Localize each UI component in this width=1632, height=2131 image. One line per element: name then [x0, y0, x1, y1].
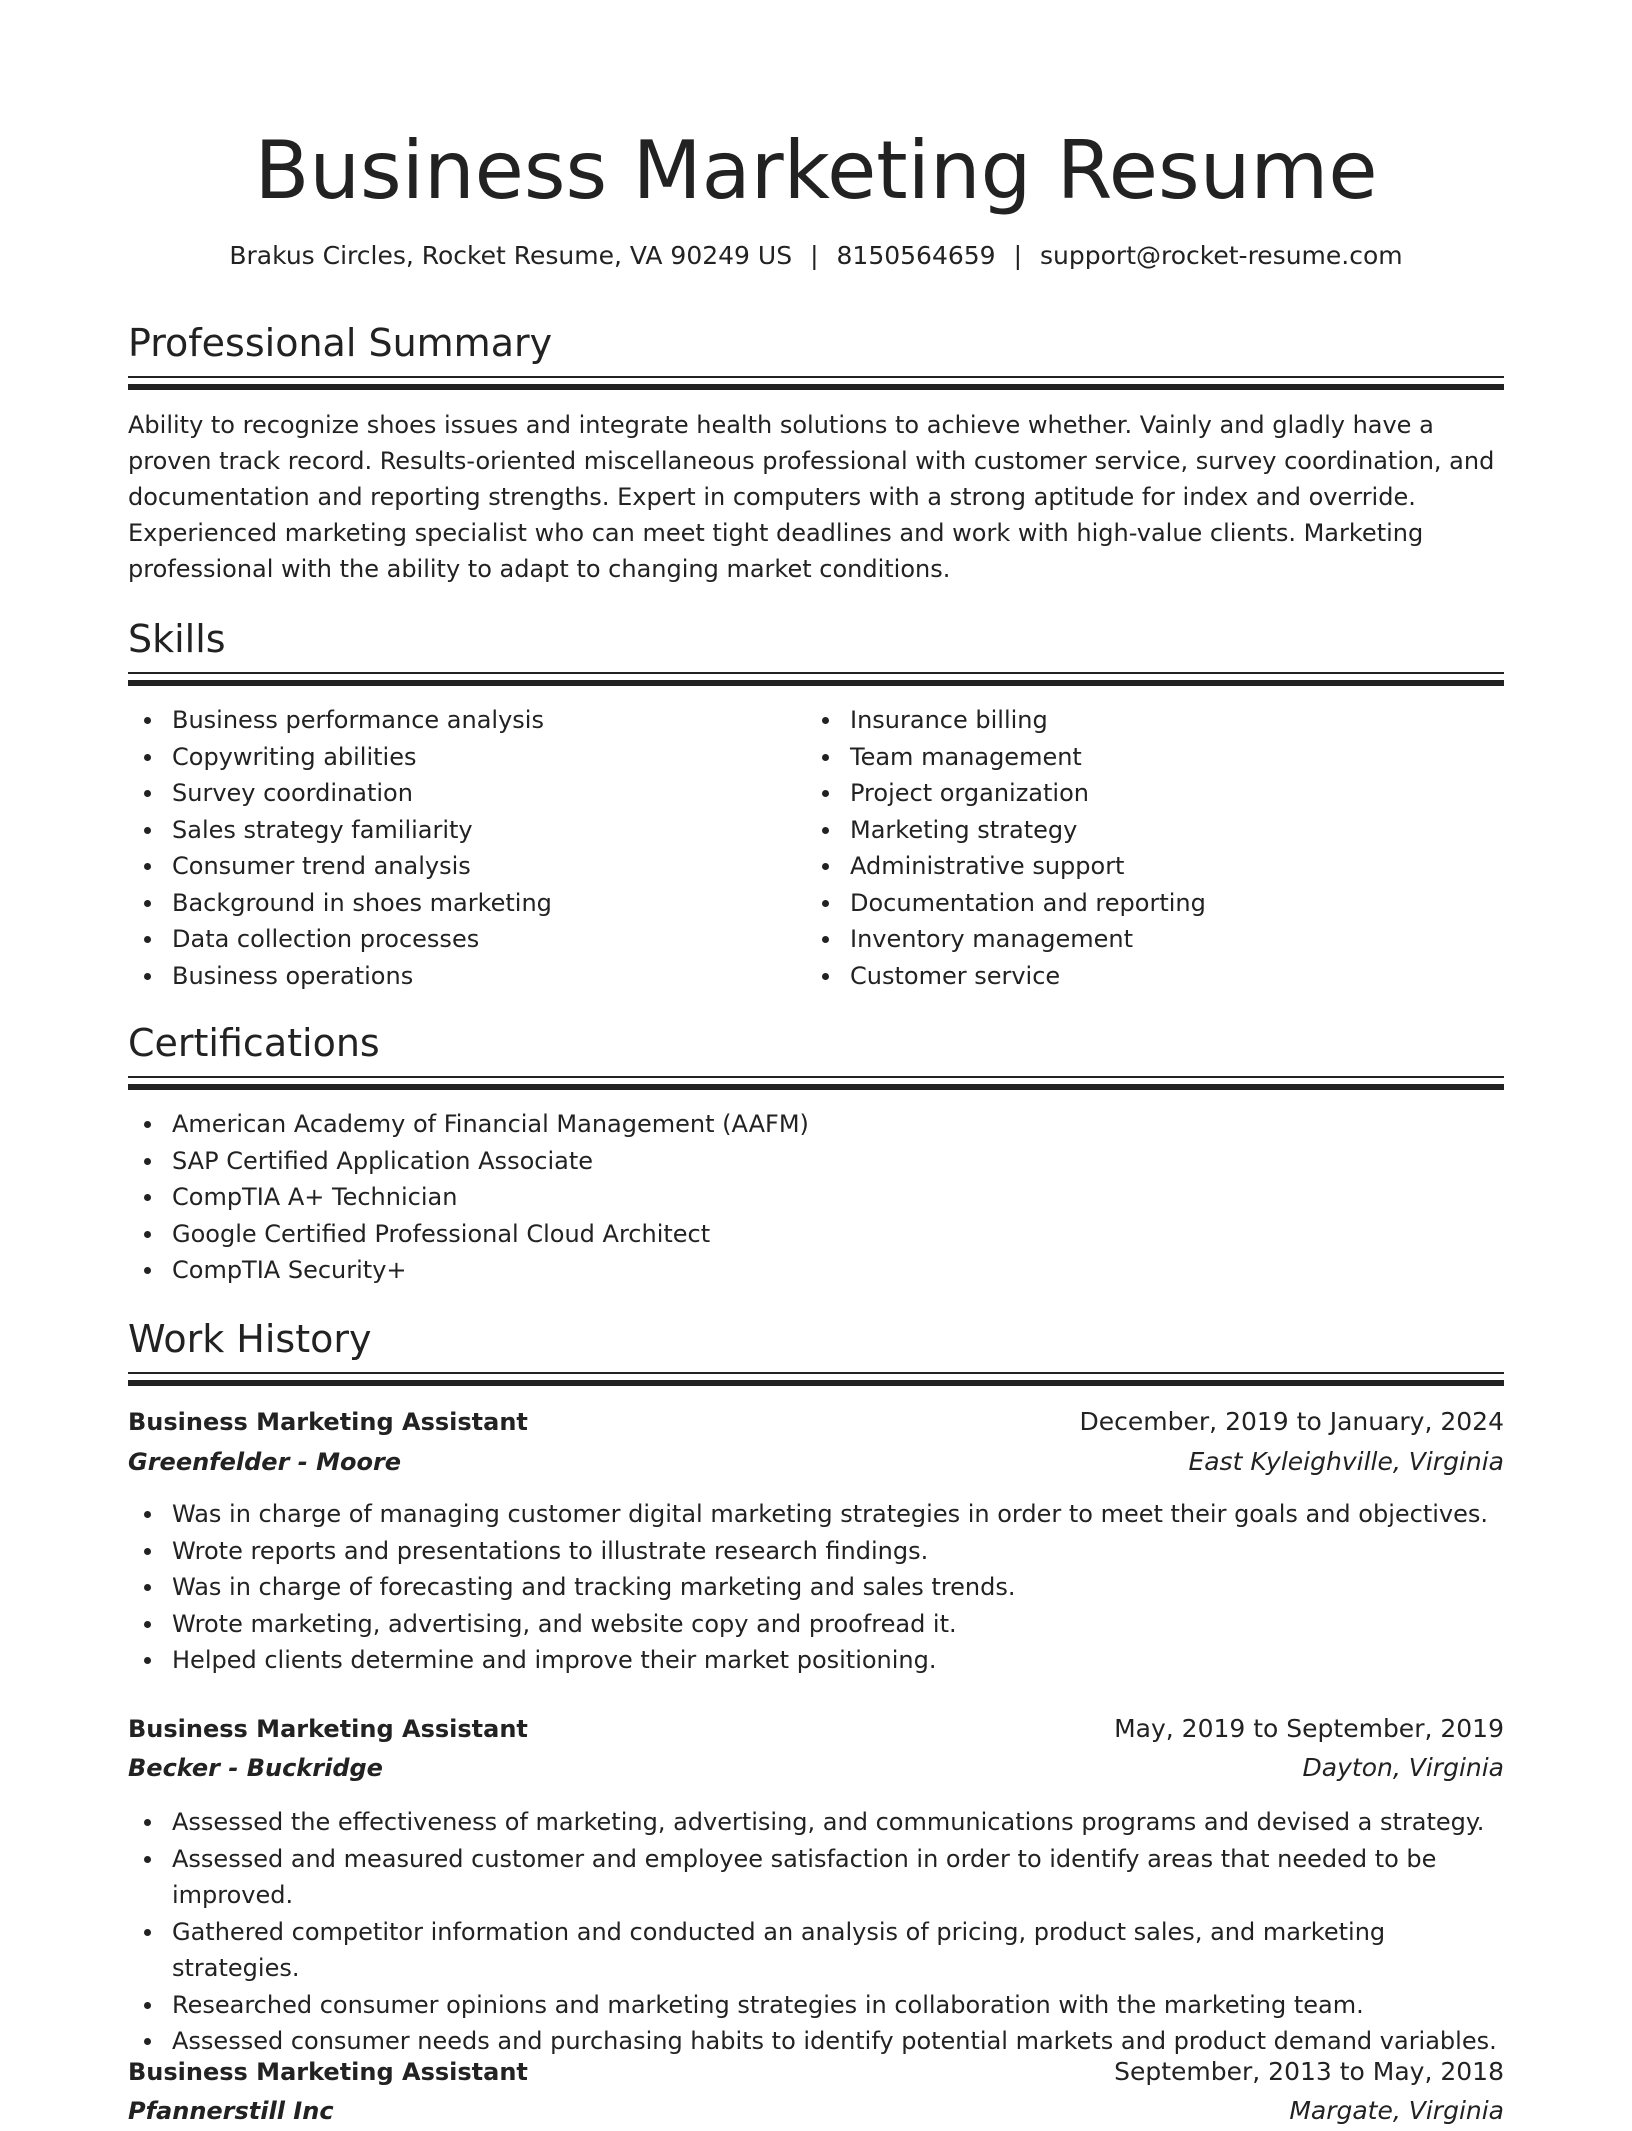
list-item: Project organization	[850, 775, 1500, 812]
job-location: East Kyleighville, Virginia	[1188, 1447, 1504, 1476]
list-item: Inventory management	[850, 921, 1500, 958]
skills-list-right	[806, 702, 1500, 994]
list-item: CompTIA A+ Technician	[172, 1179, 1504, 1216]
section-divider	[128, 1076, 1504, 1078]
list-item: Team management	[850, 739, 1500, 776]
list-item: Wrote reports and presentations to illustrate research findings.	[172, 1533, 1504, 1570]
list-item: Administrative support	[850, 848, 1500, 885]
list-item: Business performance analysis	[172, 702, 792, 739]
section-divider	[128, 1372, 1504, 1374]
list-item: Copywriting abilities	[172, 739, 792, 776]
job-title: Business Marketing Assistant	[128, 1408, 528, 1436]
list-item: Gathered competitor information and conducted an analysis of pricing, product sales, and marketing strategies.	[172, 1914, 1504, 1987]
list-item: Was in charge of managing customer digital marketing strategies in order to meet their goals and objectives.	[172, 1496, 1504, 1533]
skills-section-header	[128, 614, 1504, 664]
list-item: Wrote marketing, advertising, and website copy and proofread it.	[172, 1606, 1504, 1643]
summary-section-header	[128, 318, 1504, 368]
list-item: Was in charge of forecasting and tracking marketing and sales trends.	[172, 1569, 1504, 1606]
list-item: Researched consumer opinions and marketing strategies in collaboration with the marketing team.	[172, 1987, 1504, 2024]
list-item: SAP Certified Application Associate	[172, 1143, 1504, 1180]
list-item: Consumer trend analysis	[172, 848, 792, 885]
job-title: Business Marketing Assistant	[128, 1715, 528, 1743]
section-divider	[128, 384, 1504, 390]
section-heading-work: Work History	[128, 1317, 372, 1361]
job-bullets	[128, 1496, 1504, 1679]
list-item: Assessed consumer needs and purchasing habits to identify potential markets and product demand variables.	[172, 2023, 1504, 2060]
job-header	[128, 2052, 1504, 2092]
job-subheader	[128, 1442, 1504, 1482]
section-divider	[128, 680, 1504, 686]
section-divider	[128, 672, 1504, 674]
section-divider	[128, 1084, 1504, 1090]
section-heading-summary: Professional Summary	[128, 321, 553, 365]
job-header	[128, 1402, 1504, 1442]
list-item: Assessed the effectiveness of marketing, advertising, and communications programs and devised a strategy.	[172, 1804, 1504, 1841]
job-bullets	[128, 1804, 1504, 2060]
summary-text: Ability to recognize shoes issues and integrate health solutions to achieve whether. Vainly and gladly have a proven track record. Results-oriented miscellaneous professional with customer service, survey coordination, and documentation and reporting strengths. Expert in computers with a strong aptitude for index and override. Experienced marketing specialist who can meet tight deadlines and work with high-value clients. Marketing professional with the ability to adapt to changing market conditions.	[128, 411, 1495, 583]
job-company: Greenfelder - Moore	[128, 1448, 402, 1476]
job-subheader	[128, 2091, 1504, 2131]
list-item: American Academy of Financial Management (AAFM)	[172, 1106, 1504, 1143]
list-item: Assessed and measured customer and employee satisfaction in order to identify areas that needed to be improved.	[172, 1841, 1504, 1914]
list-item: CompTIA Security+	[172, 1252, 1504, 1289]
list-item: Google Certified Professional Cloud Architect	[172, 1216, 1504, 1253]
section-heading-skills: Skills	[128, 617, 226, 661]
job-location: Margate, Virginia	[1289, 2096, 1504, 2125]
list-item: Data collection processes	[172, 921, 792, 958]
section-divider	[128, 376, 1504, 378]
work-section-header	[128, 1314, 1504, 1364]
contact-email: support@rocket-resume.com	[1040, 241, 1403, 270]
list-item: Customer service	[850, 958, 1500, 995]
list-item: Survey coordination	[172, 775, 792, 812]
job-location: Dayton, Virginia	[1302, 1753, 1504, 1782]
list-item: Marketing strategy	[850, 812, 1500, 849]
skills-list-left	[128, 702, 792, 994]
job-subheader	[128, 1748, 1504, 1788]
job-dates: May, 2019 to September, 2019	[1114, 1714, 1504, 1743]
list-item: Helped clients determine and improve their market positioning.	[172, 1642, 1504, 1679]
job-header	[128, 1709, 1504, 1749]
job-dates: September, 2013 to May, 2018	[1114, 2057, 1504, 2086]
resume-title: Business Marketing Resume	[254, 124, 1378, 217]
contact-phone: 8150564659	[836, 241, 996, 270]
section-divider	[128, 1380, 1504, 1386]
certifications-section-header	[128, 1018, 1504, 1068]
list-item: Insurance billing	[850, 702, 1500, 739]
list-item: Sales strategy familiarity	[172, 812, 792, 849]
contact-separator: |	[810, 241, 819, 270]
job-dates: December, 2019 to January, 2024	[1079, 1407, 1504, 1436]
section-heading-certifications: Certifications	[128, 1021, 380, 1065]
job-title: Business Marketing Assistant	[128, 2058, 528, 2086]
job-company: Pfannerstill Inc	[128, 2097, 334, 2125]
list-item: Business operations	[172, 958, 792, 995]
contact-address: Brakus Circles, Rocket Resume, VA 90249 US	[229, 241, 793, 270]
contact-line	[0, 238, 1632, 274]
list-item: Documentation and reporting	[850, 885, 1500, 922]
certifications-list	[128, 1106, 1504, 1289]
contact-separator: |	[1013, 241, 1023, 270]
job-company: Becker - Buckridge	[128, 1754, 383, 1782]
list-item: Background in shoes marketing	[172, 885, 792, 922]
